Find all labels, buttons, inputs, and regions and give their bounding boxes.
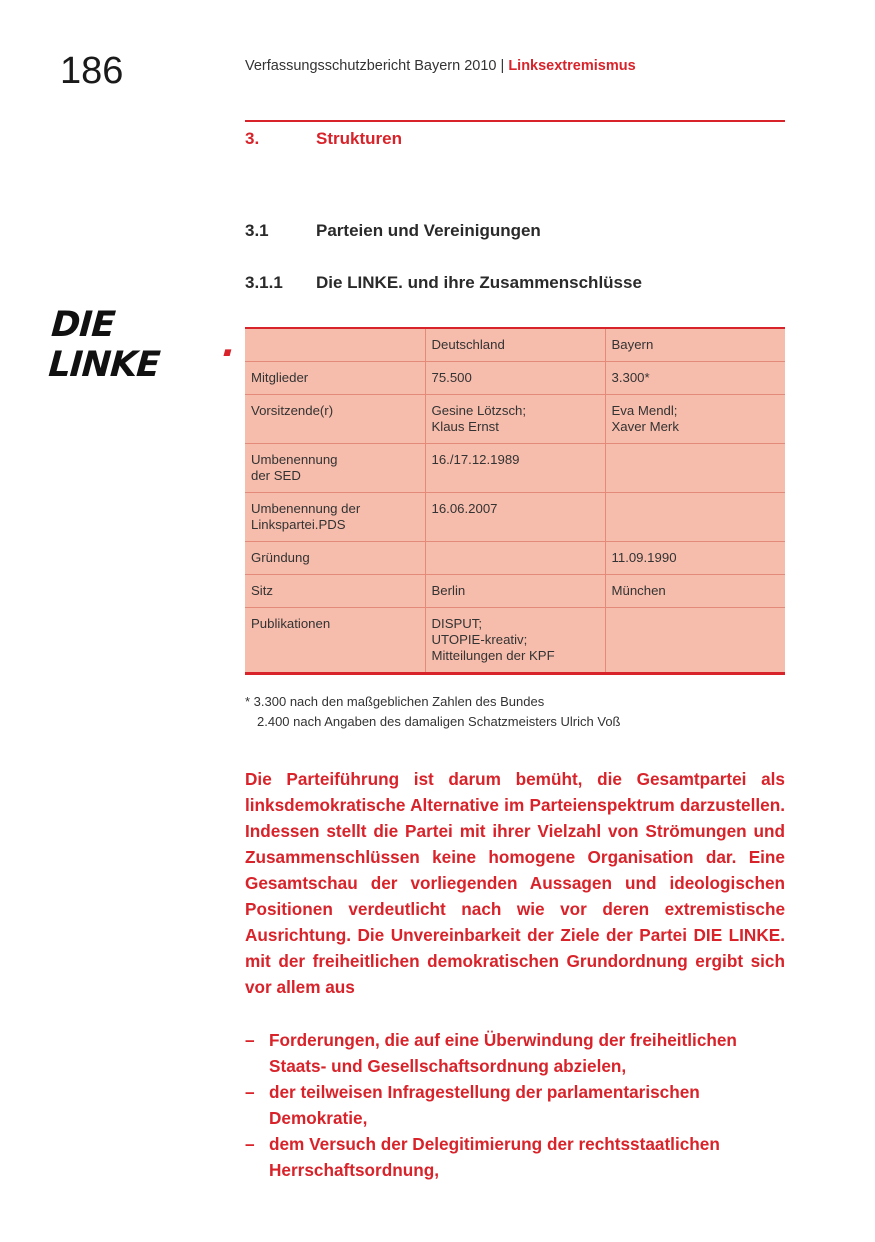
footnote-line: 2.400 nach Angaben des damaligen Schatzmeisters Ulrich Voß xyxy=(257,714,621,729)
bullet-list xyxy=(245,1027,785,1183)
table-cell: 16./17.12.1989 xyxy=(425,444,605,493)
table-cell: Sitz xyxy=(245,575,425,608)
table-cell: 75.500 xyxy=(425,362,605,395)
table-row xyxy=(245,608,785,674)
list-item-text: der teilweisen Infragestellung der parlamentarischen Demokratie, xyxy=(269,1082,700,1128)
table-cell: Vorsitzende(r) xyxy=(245,395,425,444)
bullet-dash: – xyxy=(245,1082,255,1102)
footnote-line: * 3.300 nach den maßgeblichen Zahlen des Bundes xyxy=(245,694,545,709)
running-head-title: Verfassungsschutzbericht Bayern 2010 | xyxy=(245,58,509,74)
page-number: 186 xyxy=(60,50,124,92)
table-cell: 16.06.2007 xyxy=(425,493,605,542)
section-title: Parteien und Vereinigungen xyxy=(316,221,541,240)
list-item-text: dem Versuch der Delegitimierung der rechtsstaatlichen Herrschaftsordnung, xyxy=(269,1134,720,1180)
table-footnote xyxy=(245,692,621,732)
table-cell: Gründung xyxy=(245,542,425,575)
table-cell xyxy=(605,444,785,493)
section-heading-3-1 xyxy=(245,221,541,241)
die-linke-logo xyxy=(47,305,237,385)
table-header-row xyxy=(245,328,785,362)
table-header-cell: Bayern xyxy=(605,328,785,362)
list-item-text: Forderungen, die auf eine Überwindung der freiheitlichen Staats- und Gesellschaftsordnung abzielen, xyxy=(269,1030,737,1076)
table-cell: Umbenennung der SED xyxy=(245,444,425,493)
table-cell xyxy=(425,542,605,575)
logo-dot: . xyxy=(221,325,237,365)
section-number: 3.1.1 xyxy=(245,273,283,292)
list-item xyxy=(245,1079,785,1131)
table-cell: Umbenennung der Linkspartei.PDS xyxy=(245,493,425,542)
section-title: Strukturen xyxy=(316,129,402,148)
table-row xyxy=(245,493,785,542)
table-cell: Gesine Lötzsch; Klaus Ernst xyxy=(425,395,605,444)
section-title: Die LINKE. und ihre Zusammenschlüsse xyxy=(316,273,642,292)
list-item xyxy=(245,1131,785,1183)
table-cell: DISPUT; UTOPIE-kreativ; Mitteilungen der KPF xyxy=(425,608,605,674)
table-header-cell: Deutschland xyxy=(425,328,605,362)
table-header-cell xyxy=(245,328,425,362)
table-cell: 3.300* xyxy=(605,362,785,395)
header-rule xyxy=(245,120,785,122)
section-heading-3 xyxy=(245,129,402,149)
table-cell: 11.09.1990 xyxy=(605,542,785,575)
logo-text: DIE LINKE xyxy=(47,305,161,385)
list-item xyxy=(245,1027,785,1079)
section-heading-3-1-1 xyxy=(245,273,642,293)
table-cell: München xyxy=(605,575,785,608)
section-number: 3. xyxy=(245,129,260,148)
table-cell xyxy=(605,493,785,542)
party-info-table xyxy=(245,327,785,675)
body-paragraph: Die Parteiführung ist darum bemüht, die Gesamtpartei als linksdemokratische Alternative im Parteienspektrum darzustellen. Indessen stellt die Partei mit ihrer Vielzahl von Strömungen und Zusammenschlüssen keine homogene Organisation dar. Eine Gesamtschau der vorliegenden Aussagen und ideologischen Positionen verdeutlicht nach wie vor deren extremistische Ausrichtung. Die Unvereinbarkeit der Ziele der Partei DIE LINKE. mit der freiheitlichen demokratischen Grundordnung ergibt sich vor allem aus xyxy=(245,769,785,997)
bullet-dash: – xyxy=(245,1134,255,1154)
table-cell: Publikationen xyxy=(251,616,331,631)
table-row xyxy=(245,362,785,395)
table-row xyxy=(245,395,785,444)
section-number: 3.1 xyxy=(245,221,269,240)
table-cell: Eva Mendl; Xaver Merk xyxy=(605,395,785,444)
table-cell: Mitglieder xyxy=(245,362,425,395)
table-row xyxy=(245,444,785,493)
table-cell xyxy=(605,608,785,674)
table-cell: Berlin xyxy=(425,575,605,608)
running-head-section: Linksextremismus xyxy=(508,58,636,74)
bullet-dash: – xyxy=(245,1030,255,1050)
table-body xyxy=(245,328,785,674)
table-row xyxy=(245,575,785,608)
running-head xyxy=(245,58,636,74)
table-row xyxy=(245,542,785,575)
